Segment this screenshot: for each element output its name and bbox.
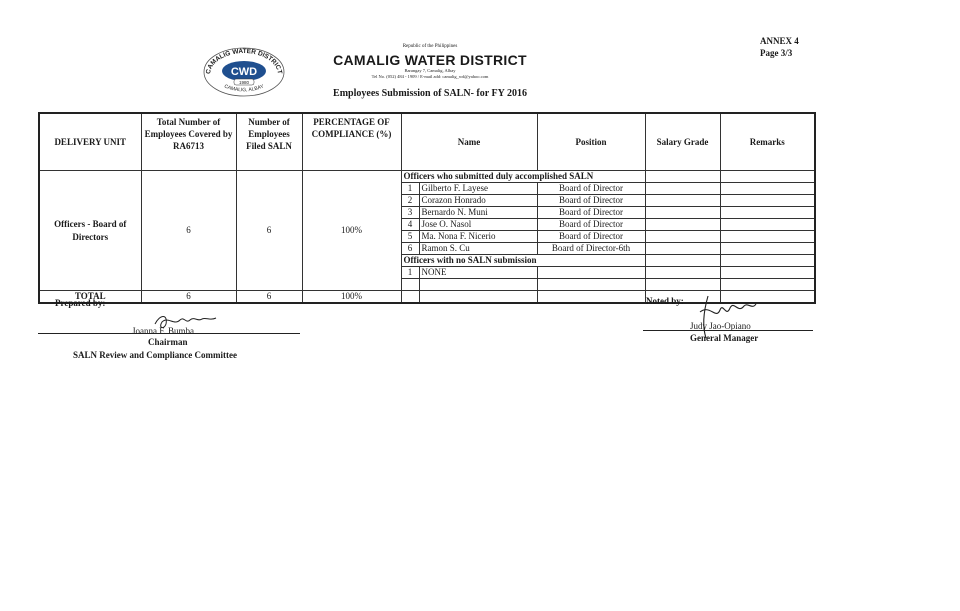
officer-name: Ramon S. Cu — [419, 243, 537, 255]
officer-no: 3 — [401, 207, 419, 219]
prepared-title: Chairman — [148, 337, 188, 347]
page-number: Page 3/3 — [760, 48, 793, 58]
header-name: Name — [401, 113, 537, 171]
officer-position: Board of Director — [537, 231, 645, 243]
cwd-logo — [200, 45, 288, 97]
remarks-cell — [720, 195, 815, 207]
svg-text:CAMALIG, ALBAY: CAMALIG, ALBAY — [223, 83, 265, 94]
officer-no: 1 — [401, 183, 419, 195]
position-cell — [537, 279, 645, 291]
officer-name: Ma. Nona F. Nicerio — [419, 231, 537, 243]
blank-cell — [401, 291, 419, 304]
salary-grade-cell — [645, 207, 720, 219]
remarks-cell — [720, 207, 815, 219]
officer-position: Board of Director-6th — [537, 243, 645, 255]
remarks-cell — [720, 255, 815, 267]
org-contact: Tel No. (052) 484 - 1909 / E-mail add: camalig_wd@yahoo.com — [371, 74, 489, 79]
officer-position: Board of Director — [537, 219, 645, 231]
annex-label: ANNEX 4 — [760, 36, 799, 46]
noted-title: General Manager — [690, 333, 759, 343]
remarks-cell — [720, 279, 815, 291]
org-name: CAMALIG WATER DISTRICT — [333, 52, 527, 68]
total-filed: 6 — [236, 291, 302, 304]
noted-signature-line — [643, 330, 813, 331]
salary-grade-cell — [645, 219, 720, 231]
header-delivery-unit: DELIVERY UNIT — [39, 113, 141, 171]
svg-text:CWD: CWD — [230, 66, 258, 78]
svg-text:1980: 1980 — [238, 80, 250, 85]
officer-no: 2 — [401, 195, 419, 207]
total-label: TOTAL — [39, 291, 141, 304]
svg-text:CAMALIG WATER DISTRICT: CAMALIG WATER DISTRICT — [204, 47, 284, 75]
section-no-submission: Officers with no SALN submission — [401, 255, 645, 267]
salary-grade-cell — [645, 279, 720, 291]
officer-no: 6 — [401, 243, 419, 255]
group-total-covered: 6 — [141, 171, 236, 291]
officer-name: Bernardo N. Muni — [419, 207, 537, 219]
table-row — [39, 171, 815, 183]
salary-grade-cell — [645, 255, 720, 267]
salary-grade-cell — [645, 243, 720, 255]
no-submission-no: 1 — [401, 267, 419, 279]
officer-position: Board of Director — [537, 195, 645, 207]
officer-position: Board of Director — [537, 207, 645, 219]
group-filed: 6 — [236, 171, 302, 291]
officer-position: Board of Director — [537, 183, 645, 195]
remarks-cell — [720, 267, 815, 279]
remarks-cell — [720, 243, 815, 255]
remarks-cell — [720, 171, 815, 183]
noted-by-label: Noted by: — [646, 296, 684, 306]
officer-name: Jose O. Nasol — [419, 219, 537, 231]
header-remarks: Remarks — [720, 113, 815, 171]
officer-name: Corazon Honrado — [419, 195, 537, 207]
officer-name: Gilberto F. Layese — [419, 183, 537, 195]
position-cell — [537, 267, 645, 279]
group-percentage: 100% — [302, 171, 401, 291]
header-position: Position — [537, 113, 645, 171]
salary-grade-cell — [645, 267, 720, 279]
prepared-by-label: Prepared by: — [55, 298, 106, 308]
no-submission-name: NONE — [419, 267, 537, 279]
saln-table — [38, 112, 816, 304]
section-submitted: Officers who submitted duly accomplished SALN — [401, 171, 645, 183]
blank-name-cell — [419, 279, 537, 291]
header-total-covered: Total Number of Employees Covered by RA6713 — [141, 113, 236, 171]
noted-name: Judy Jao-Opiano — [690, 321, 751, 331]
document-title: Employees Submission of SALN- for FY 2016 — [333, 88, 527, 99]
remarks-cell — [720, 231, 815, 243]
salary-grade-cell — [645, 183, 720, 195]
blank-no-cell — [401, 279, 419, 291]
blank-cell — [419, 291, 537, 304]
group-delivery-unit: Officers - Board of Directors — [39, 171, 141, 291]
committee-name: SALN Review and Compliance Committee — [73, 350, 237, 360]
remarks-cell — [720, 183, 815, 195]
salary-grade-cell — [645, 171, 720, 183]
prepared-signature-line — [38, 333, 300, 334]
total-covered: 6 — [141, 291, 236, 304]
officer-no: 5 — [401, 231, 419, 243]
header-percentage: PERCENTAGE OF COMPLIANCE (%) — [302, 113, 401, 171]
blank-cell — [537, 291, 645, 304]
org-address: Barangay 7, Camalig, Albay — [404, 68, 456, 73]
total-percentage: 100% — [302, 291, 401, 304]
officer-no: 4 — [401, 219, 419, 231]
salary-grade-cell — [645, 195, 720, 207]
header-salary-grade: Salary Grade — [645, 113, 720, 171]
table-header-row — [39, 113, 815, 171]
header-filed: Number of Employees Filed SALN — [236, 113, 302, 171]
republic-text: Republic of the Philippines — [402, 44, 458, 49]
remarks-cell — [720, 219, 815, 231]
salary-grade-cell — [645, 231, 720, 243]
prepared-name: Joanna F. Bumba — [132, 326, 195, 336]
